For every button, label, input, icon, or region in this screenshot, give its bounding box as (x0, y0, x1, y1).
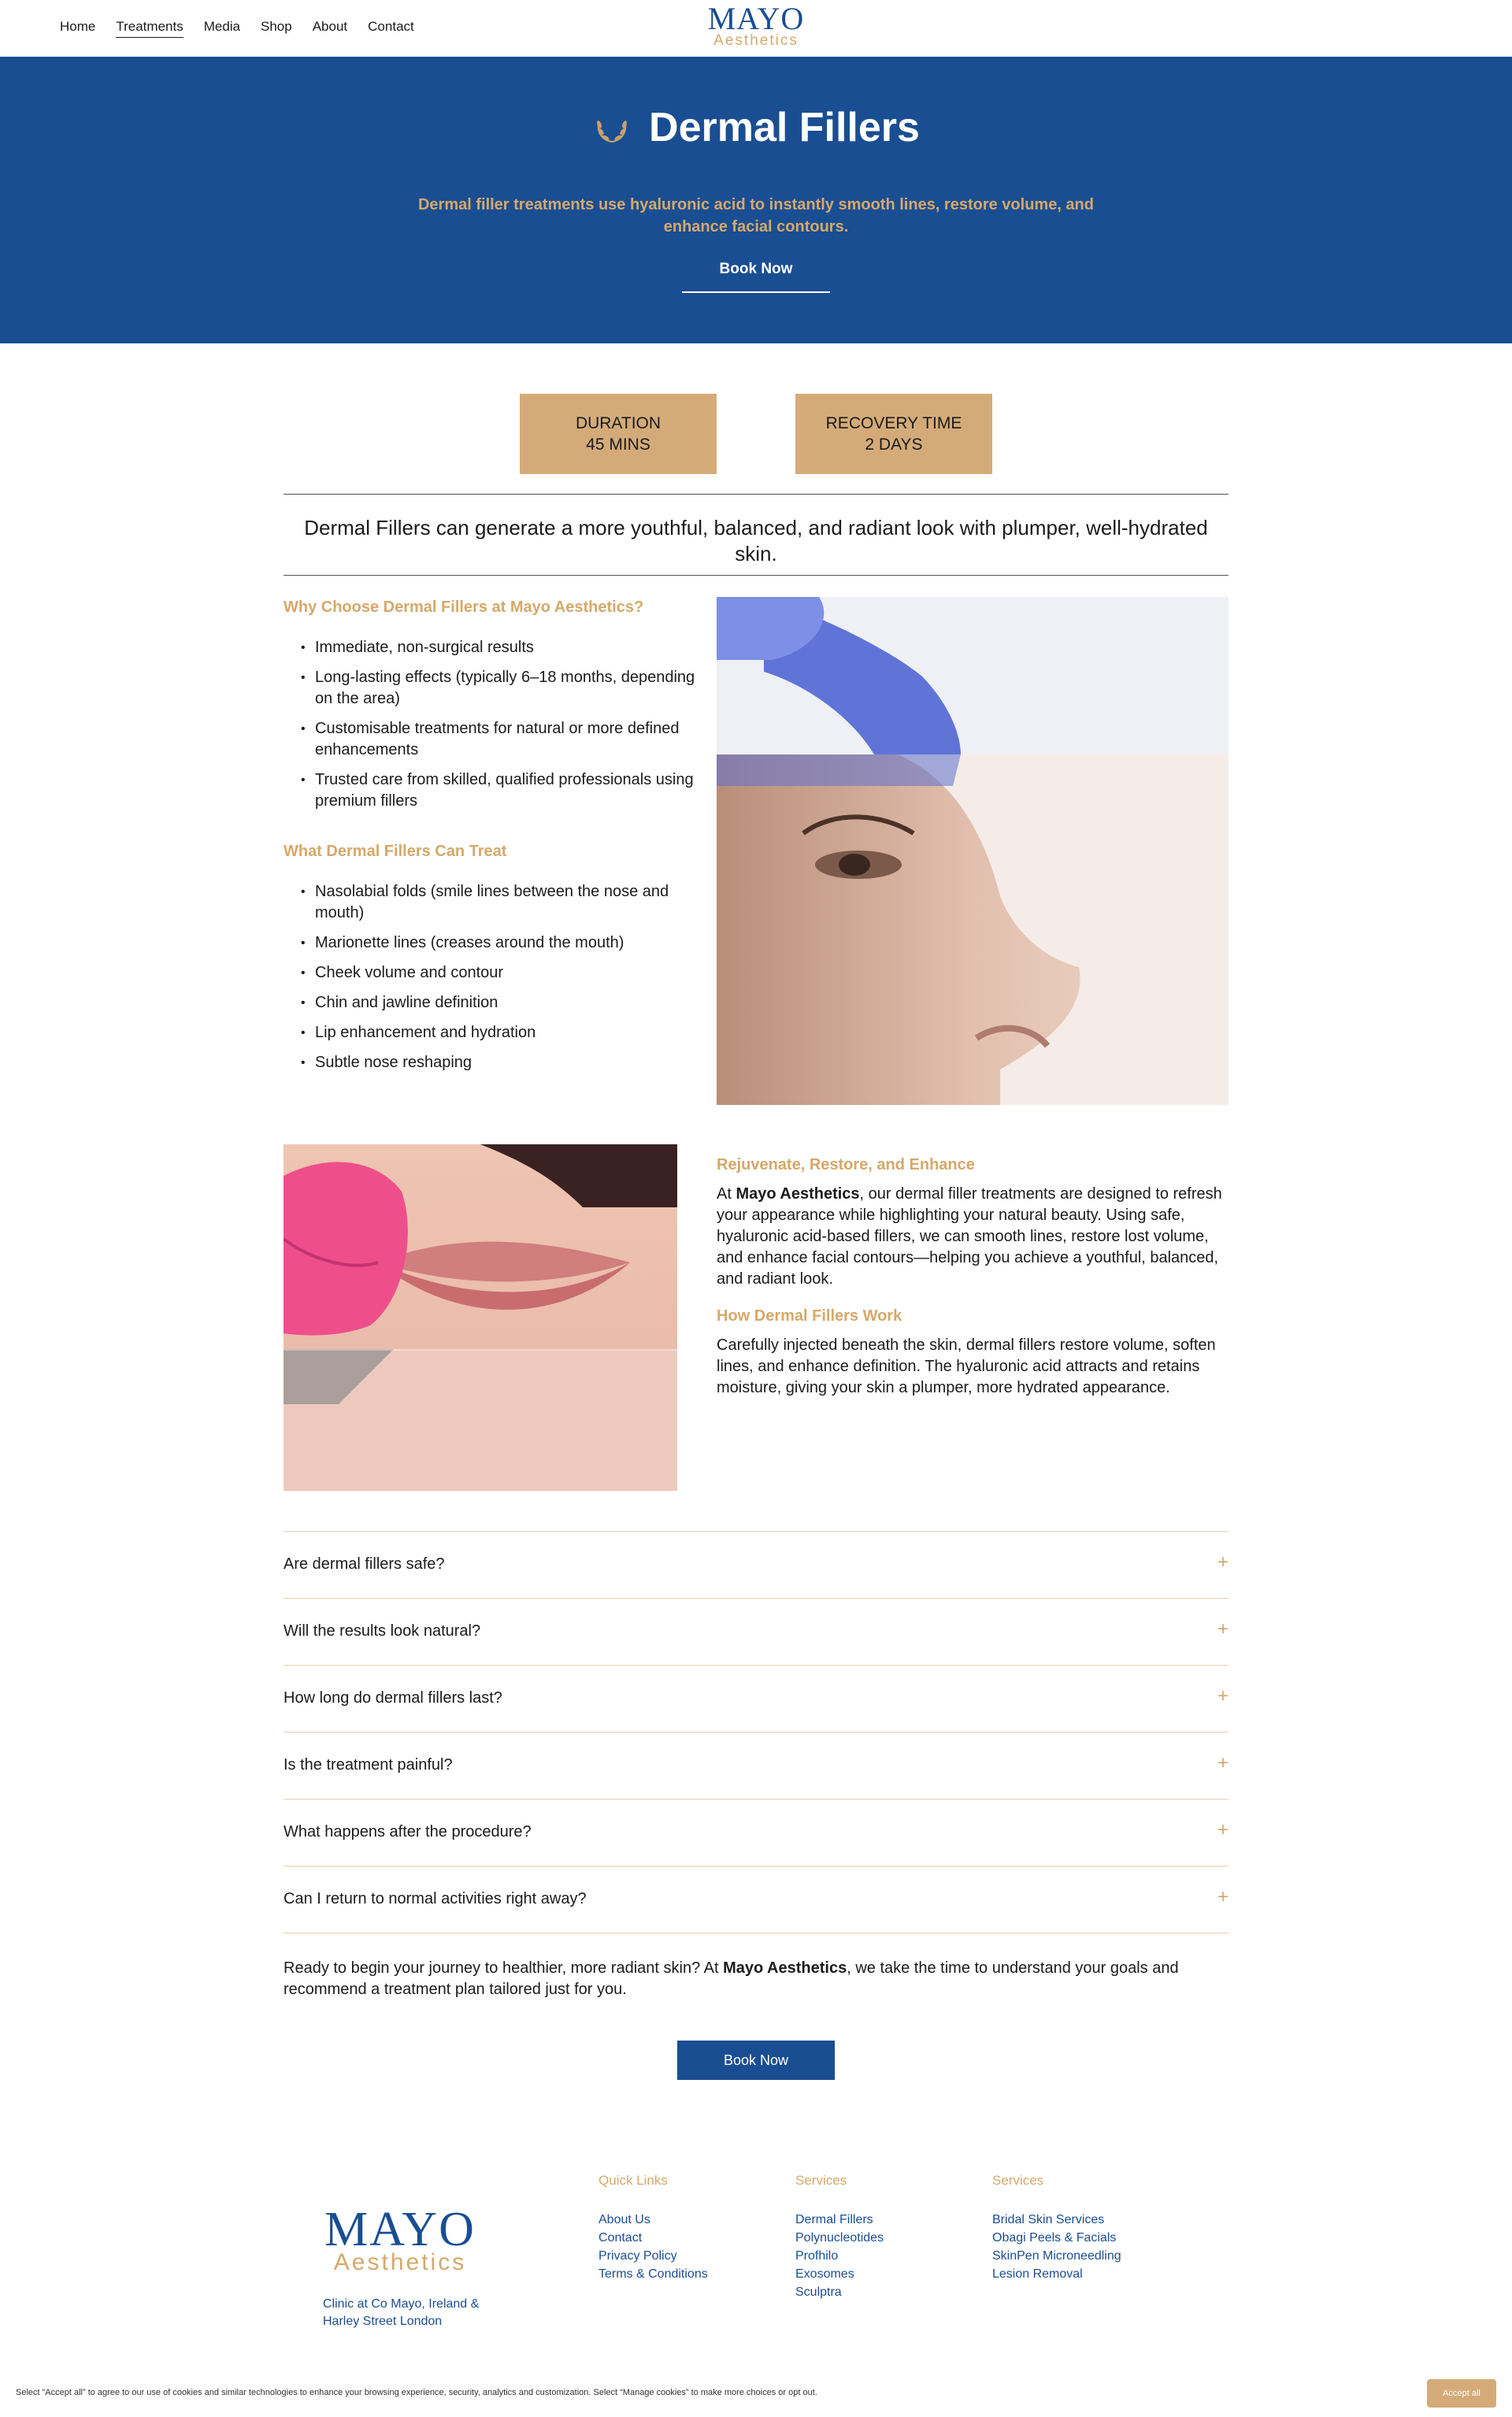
rejuvenate-text-pre: At (717, 1185, 736, 1203)
footer-services-2 (992, 2173, 1121, 2283)
nav-link-home[interactable]: Home (60, 19, 96, 34)
rejuvenate-text-post: , our dermal filler treatments are designed to refresh your appearance while highlighting your natural beauty. Using safe, hyaluronic acid-based fillers, we can smooth lines, restore lost volume, and enhance facial contours—helping you achieve a youthful, balanced, and radiant look. (717, 1185, 1222, 1288)
cta-text (284, 1958, 1228, 2000)
hero-subtitle: Dermal filler treatments use hyaluronic acid to instantly smooth lines, restore volume, and enhance facial contours. (417, 196, 1094, 235)
rejuvenate-section (717, 1156, 1228, 1399)
plus-icon[interactable]: + (1217, 1685, 1228, 1707)
hero-title-text: Dermal Fillers (649, 105, 920, 150)
list-item: • Subtle nose reshaping (284, 1052, 701, 1073)
plus-icon[interactable]: + (1217, 1886, 1228, 1907)
stat-recovery (795, 394, 992, 474)
cta-text-post: , we take the time to understand your goals and recommend a treatment plan tailored just for you. (284, 1959, 1179, 1998)
stat-duration-value: 45 MINS (586, 436, 650, 454)
footer-link-terms[interactable]: Terms & Conditions (598, 2267, 708, 2281)
why-list (284, 637, 701, 812)
treat-list (284, 881, 701, 1073)
treatment-photo-face (717, 597, 1228, 1105)
list-item: • Cheek volume and contour (284, 962, 701, 984)
cookie-text: Select “Accept all” to agree to our use of cookies and similar technologies to enhance your browsing experience, security, analytics and customization. Select “Manage cookies” to make more choices or opt out. (16, 2388, 817, 2397)
hero-banner (0, 57, 1512, 343)
nav-link-media[interactable]: Media (203, 19, 241, 34)
how-heading: How Dermal Fillers Work (717, 1307, 902, 1325)
how-text: Carefully injected beneath the skin, dermal fillers restore volume, soften lines, and enhance definition. The hyaluronic acid attracts and retains moisture, giving your skin a plumper, more hydrated appearance. (717, 1336, 1216, 1396)
faq-question: Can I return to normal activities right away? (284, 1890, 587, 1907)
footer-link-dermal-fillers[interactable]: Dermal Fillers (795, 2213, 873, 2226)
faq-question: What happens after the procedure? (284, 1823, 532, 1841)
tagline: Dermal Fillers can generate a more youthful, balanced, and radiant look with plumper, well-hydrated skin. (304, 516, 1208, 565)
divider (284, 494, 1228, 495)
stat-duration-label: DURATION (575, 414, 662, 432)
faq-item[interactable] (284, 1799, 1228, 1866)
footer-link-lesion-removal[interactable]: Lesion Removal (992, 2267, 1083, 2281)
footer-link-exosomes[interactable]: Exosomes (795, 2267, 854, 2281)
logo-subtitle: Aesthetics (713, 32, 799, 49)
faq-question: Is the treatment painful? (284, 1756, 453, 1774)
nav-link-shop[interactable]: Shop (261, 19, 292, 34)
footer-logo[interactable] (321, 2205, 479, 2274)
stat-recovery-value: 2 DAYS (865, 436, 923, 454)
nav-link-contact[interactable]: Contact (368, 19, 414, 34)
faq-item[interactable] (284, 1665, 1228, 1732)
rejuvenate-heading: Rejuvenate, Restore, and Enhance (717, 1156, 975, 1173)
list-item: • Trusted care from skilled, qualified professionals using premium fillers (284, 769, 701, 812)
footer-column-heading: Services (992, 2173, 1044, 2188)
brand-name: Mayo Aesthetics (736, 1185, 860, 1203)
footer-link-polynucleotides[interactable]: Polynucleotides (795, 2231, 884, 2245)
logo-subtitle: Aesthetics (333, 2249, 467, 2275)
faq-question: Are dermal fillers safe? (284, 1555, 445, 1573)
cookie-banner (0, 2371, 1512, 2417)
page-title (0, 104, 1512, 151)
list-item: • Customisable treatments for natural or more defined enhancements (284, 718, 701, 761)
clinic-address: Clinic at Co Mayo, Ireland & Harley Street London (323, 2297, 480, 2328)
footer-link-obagi[interactable]: Obagi Peels & Facials (992, 2231, 1117, 2245)
faq-question: Will the results look natural? (284, 1622, 481, 1640)
footer-link-profhilo[interactable]: Profhilo (795, 2249, 839, 2263)
rejuvenate-text (717, 1184, 1228, 1290)
list-item: • Long-lasting effects (typically 6–18 months, depending on the area) (284, 667, 701, 710)
plus-icon[interactable]: + (1217, 1752, 1228, 1774)
footer-column-heading: Quick Links (598, 2173, 668, 2188)
faq-item[interactable] (284, 1531, 1228, 1598)
list-item: • Marionette lines (creases around the mouth) (284, 932, 701, 954)
cta-text-pre: Ready to begin your journey to healthier, more radiant skin? At (284, 1959, 724, 1977)
nav-link-about[interactable]: About (312, 19, 348, 34)
list-item: • Lip enhancement and hydration (284, 1022, 701, 1044)
treat-heading: What Dermal Fillers Can Treat (284, 843, 507, 860)
top-navigation (0, 0, 1512, 57)
footer-link-privacy-policy[interactable]: Privacy Policy (598, 2249, 677, 2263)
treat-section (284, 843, 701, 1082)
why-section (284, 599, 701, 821)
plus-icon[interactable]: + (1217, 1819, 1228, 1841)
faq-question: How long do dermal fillers last? (284, 1689, 502, 1707)
footer-link-bridal[interactable]: Bridal Skin Services (992, 2213, 1105, 2226)
logo-wordmark: MAYO (324, 2203, 476, 2256)
faq-item[interactable] (284, 1866, 1228, 1933)
footer-quick-links (598, 2173, 708, 2283)
footer-services-1 (795, 2173, 884, 2301)
logo-wordmark: MAYO (707, 1, 805, 36)
footer-column-heading: Services (795, 2173, 847, 2188)
book-now-button[interactable]: Book Now (677, 2041, 835, 2080)
accept-all-button[interactable]: Accept all (1427, 2379, 1496, 2408)
stat-duration (520, 394, 717, 474)
faq-item[interactable] (284, 1598, 1228, 1665)
why-heading: Why Choose Dermal Fillers at Mayo Aesthetics? (284, 599, 644, 616)
laurel-wreath-icon (592, 107, 632, 146)
footer-link-contact[interactable]: Contact (598, 2231, 643, 2245)
nav-links (60, 19, 414, 38)
footer-link-about-us[interactable]: About Us (598, 2213, 650, 2226)
treatment-photo-lips (284, 1144, 677, 1491)
faq-item[interactable] (284, 1732, 1228, 1799)
footer-link-sculptra[interactable]: Sculptra (795, 2285, 842, 2299)
stat-recovery-label: RECOVERY TIME (825, 414, 962, 432)
list-item: • Immediate, non-surgical results (284, 637, 701, 658)
list-item: • Nasolabial folds (smile lines between the nose and mouth) (284, 881, 701, 924)
hero-book-now-button[interactable]: Book Now (682, 255, 830, 293)
nav-link-treatments[interactable]: Treatments (116, 19, 183, 38)
brand-name: Mayo Aesthetics (723, 1959, 847, 1977)
plus-icon[interactable]: + (1217, 1551, 1228, 1573)
footer-link-skinpen[interactable]: SkinPen Microneedling (992, 2249, 1121, 2263)
divider (284, 575, 1228, 576)
site-logo[interactable] (701, 3, 811, 48)
plus-icon[interactable]: + (1217, 1618, 1228, 1640)
list-item: • Chin and jawline definition (284, 992, 701, 1014)
